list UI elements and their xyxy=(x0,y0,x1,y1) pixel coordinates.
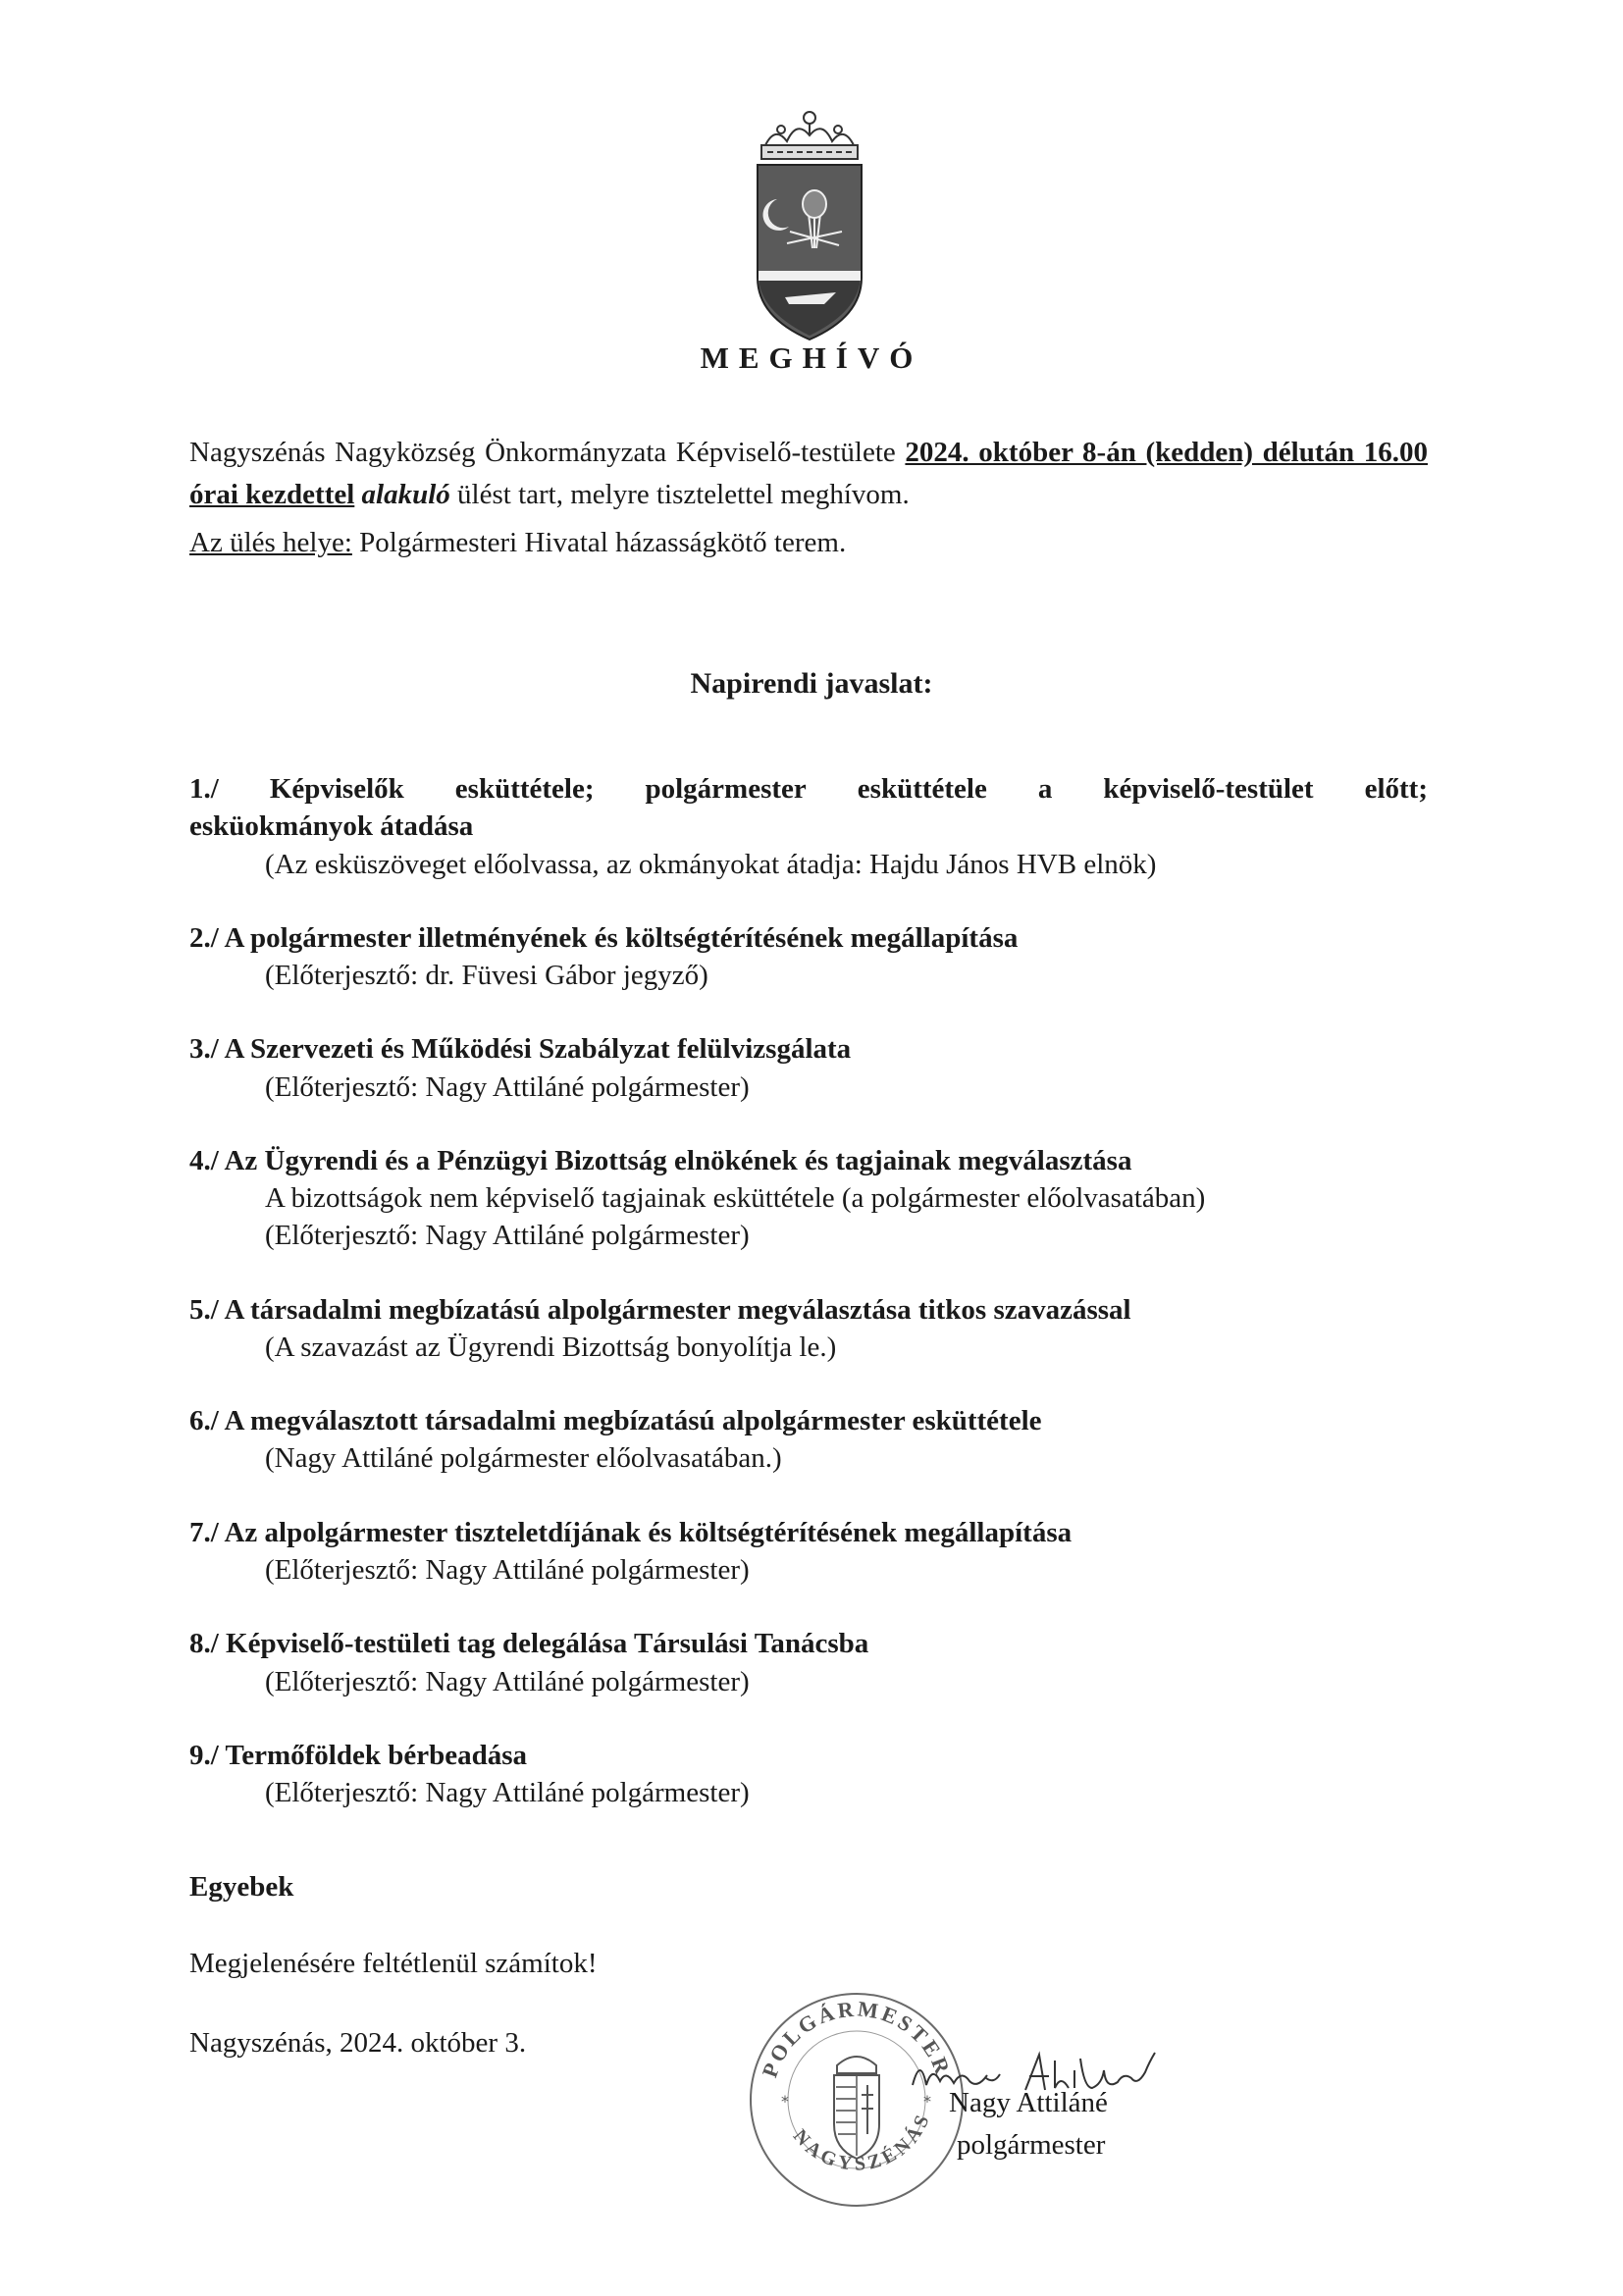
intro-paragraph xyxy=(189,432,1428,516)
agenda-item-9 xyxy=(189,1737,1428,1812)
agenda-item-sub: (Előterjesztő: Nagy Attiláné polgármester) xyxy=(265,1665,750,1697)
agenda-item-head: 2./ A polgármester illetményének és költségtérítésének megállapítása xyxy=(189,921,1019,954)
agenda-item-sub: (A szavazást az Ügyrendi Bizottság bonyolítja le.) xyxy=(265,1331,837,1363)
invitation-intro xyxy=(189,432,1428,574)
agenda-item-sub: (Előterjesztő: dr. Füvesi Gábor jegyző) xyxy=(265,960,708,992)
agenda-list xyxy=(189,770,1428,1848)
agenda-item-head: 7./ Az alpolgármester tiszteletdíjának és költségtérítésének megállapítása xyxy=(189,1516,1073,1548)
agenda-item-sub: A bizottságok nem képviselő tagjainak esküttétele (a polgármester előolvasatában) xyxy=(265,1182,1206,1215)
intro-space xyxy=(354,479,361,510)
municipal-coat-of-arms-icon xyxy=(726,106,893,351)
agenda-word: képviselő-testület xyxy=(1103,773,1314,805)
hungarian-coat-of-arms-icon xyxy=(834,2057,879,2159)
agenda-item-sub: (Nagy Attiláné polgármester előolvasatában.) xyxy=(265,1442,782,1475)
agenda-item-head: 4./ Az Ügyrendi és a Pénzügyi Bizottság elnökének és tagjainak megválasztása xyxy=(189,1144,1132,1176)
agenda-item-sub: (Előterjesztő: Nagy Attiláné polgármester) xyxy=(265,1070,750,1103)
intro-text: Nagyszénás Nagyközség Önkormányzata Képviselő-testülete xyxy=(189,437,906,468)
svg-text:*: * xyxy=(781,2092,789,2111)
venue-value: Polgármesteri Hivatal házasságkötő terem. xyxy=(351,527,847,558)
agenda-word: a xyxy=(1037,773,1053,805)
venue-line xyxy=(189,522,1428,564)
agenda-item-sub: (Előterjesztő: Nagy Attiláné polgármester) xyxy=(265,1553,750,1586)
session-type: alakuló xyxy=(361,479,450,510)
agenda-item-head: 3./ A Szervezeti és Működési Szabályzat felülvizsgálata xyxy=(189,1033,852,1066)
agenda-item-head: 6./ A megválasztott társadalmi megbízatású alpolgármester esküttétele xyxy=(189,1405,1042,1437)
agenda-item-4 xyxy=(189,1142,1428,1255)
agenda-word: polgármester xyxy=(645,773,807,805)
signer-name: Nagy Attiláné xyxy=(949,2087,1108,2118)
agenda-item-1 xyxy=(189,770,1428,883)
agenda-word: 1./ xyxy=(189,773,219,805)
svg-text:*: * xyxy=(923,2092,931,2111)
page-title: MEGHÍVÓ xyxy=(700,340,923,375)
venue-label: Az ülés helye: xyxy=(189,527,352,558)
agenda-item-1-head xyxy=(189,770,1428,808)
agenda-item-sub: (Előterjesztő: Nagy Attiláné polgármester) xyxy=(265,1777,750,1809)
agenda-word: esküttétele; xyxy=(454,773,595,805)
agenda-item-head: 9./ Termőföldek bérbeadása xyxy=(189,1739,527,1771)
agenda-item-head: 8./ Képviselő-testületi tag delegálása Társulási Tanácsba xyxy=(189,1628,869,1660)
agenda-item-5 xyxy=(189,1291,1428,1367)
agenda-item-1-head-cont: esküokmányok átadása xyxy=(189,810,474,843)
agenda-word: Képviselők xyxy=(269,773,404,805)
signer-title: polgármester xyxy=(957,2129,1106,2161)
agenda-item-7 xyxy=(189,1514,1428,1590)
stamp-top-text: POLGÁRMESTER xyxy=(757,1996,957,2081)
agenda-item-3 xyxy=(189,1030,1428,1106)
other-business: Egyebek xyxy=(189,1871,294,1903)
agenda-item-8 xyxy=(189,1625,1428,1700)
agenda-item-2 xyxy=(189,919,1428,995)
intro-text-end: ülést tart, melyre tisztelettel meghívom. xyxy=(449,479,910,510)
stamp-bottom-text: NAGYSZÉNÁS xyxy=(788,2109,935,2176)
closing-line: Megjelenésére feltétlenül számítok! xyxy=(189,1948,598,1979)
meeting-date: 2024. október 8-án (kedden) délután 16.00 órai kezdettel xyxy=(189,437,1428,510)
agenda-item-1-sub: (Az esküszöveget előolvassa, az okmányokat átadja: Hajdu János HVB elnök) xyxy=(265,848,1157,880)
place-date: Nagyszénás, 2024. október 3. xyxy=(189,2027,527,2059)
agenda-item-head: 5./ A társadalmi megbízatású alpolgármester megválasztása titkos szavazással xyxy=(189,1293,1131,1326)
agenda-word: esküttétele xyxy=(857,773,987,805)
agenda-word: előtt; xyxy=(1364,773,1428,805)
agenda-item-6 xyxy=(189,1402,1428,1478)
agenda-item-sub: (Előterjesztő: Nagy Attiláné polgármester) xyxy=(265,1220,750,1252)
agenda-title: Napirendi javaslat: xyxy=(690,667,933,700)
